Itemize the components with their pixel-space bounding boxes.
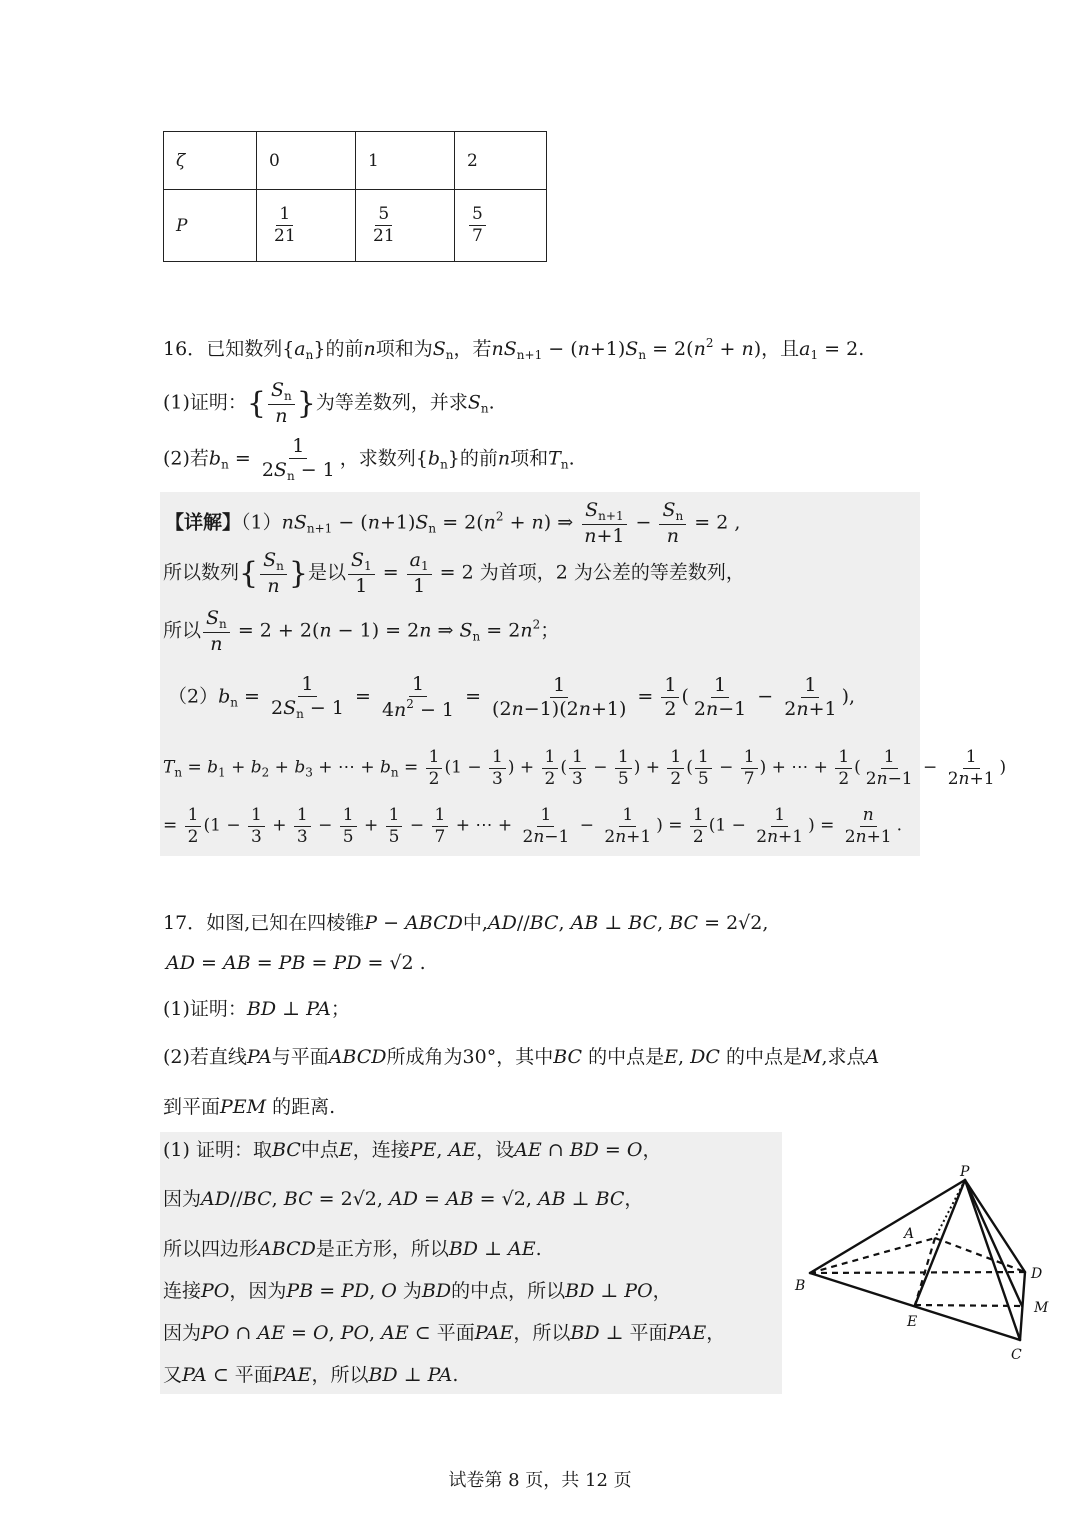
q16-stem: 16．已知数列$\{a_n\}$的前n项和为$S_n$，若$nS_{n+1} - (n+1)S_n = 2(n^2 + n)$，且$a_1 = 2$.	[163, 336, 865, 362]
q17-line2: AD = AB = PB = PD = √2 .	[166, 952, 426, 974]
q17-line1: 17．如图,已知在四棱锥P − ABCD中,AD//BC, AB ⊥ BC, BC = 2√2,	[163, 912, 769, 934]
edge-pm	[965, 1180, 1022, 1306]
sol16-line6: = $\frac{1}{2}$ (1 − $\frac{1}{3}$ + $\frac{1}{3}$ − $\frac{1}{5}$ + $\frac{1}{5}$ − $\frac{1}{7}$ + ⋯ + $\frac{1}{2n-1}$ − $\frac{1}{2n+1}$ ) = $\frac{1}{2}$ (1 − $\frac{1}{2n+1}$ ) = $\frac{n}{2n+1}$ .	[163, 805, 903, 847]
page-footer: 试卷第 8 页，共 12 页	[448, 1470, 632, 1491]
edge-pd	[965, 1180, 1025, 1272]
q16-part2: (2)若$b_n$ = $\frac{1}{2S_n - 1}$ ，求数列$\{b_n\}$的前n项和$T_n$.	[163, 435, 575, 483]
table-row	[164, 190, 547, 262]
edge-ba	[810, 1238, 935, 1273]
q16-part1: (1)证明：{ $\frac{S_n}{n}$ }为等差数列，并求$S_n$.	[163, 379, 495, 428]
table-cell: 2	[455, 132, 547, 190]
figure-label-e: E	[907, 1314, 918, 1330]
sol16-line1: 【详解】$(1)nS_{n+1} - (n+1)S_n = 2(n^2 + n)$ ⇒ $\frac{S_{n+1}}{n+1}$ − $\frac{S_n}{n}$ = 2 ,	[165, 499, 741, 548]
sol16-line4: $(2)b_n$ = $\frac{1}{2S_n - 1}$ = $\frac{1}{4n^2 - 1}$ = $\frac{1}{(2n-1)(2n+1)}$ = $\frac{1}{2}$ ( $\frac{1}{2n-1}$ − $\frac{1}{2n+1}$ ),	[168, 673, 856, 722]
table-row	[164, 132, 547, 190]
edge-bd	[810, 1272, 1025, 1273]
pyramid-figure	[790, 1160, 1060, 1370]
q17-part2: (2)若直线PA与平面ABCD所成角为30°，其中BC 的中点是E, DC 的中点是M,求点A	[163, 1046, 880, 1068]
figure-label-b: B	[795, 1278, 806, 1294]
figure-label-m: M	[1034, 1300, 1049, 1316]
table-cell: ζ	[164, 132, 257, 190]
figure-label-p: P	[960, 1164, 970, 1180]
table-cell: $\frac{1}{21}$	[257, 190, 356, 262]
edge-pc	[965, 1180, 1020, 1340]
sol17-line2: 因为AD//BC, BC = 2√2, AD = AB = √2, AB ⊥ BC，	[163, 1188, 644, 1210]
edge-pe	[915, 1180, 965, 1305]
sol17-line4: 连接PO，因为PB = PD, O 为BD的中点，所以BD ⊥ PO，	[163, 1280, 672, 1302]
edge-ad	[935, 1238, 1025, 1272]
table-cell: 1	[356, 132, 455, 190]
sol17-line1: (1) 证明：取BC中点E，连接PE, AE，设AE ∩ BD = O，	[163, 1139, 662, 1161]
sol16-line2: 所以数列{ $\frac{S_n}{n}$ }是以 $\frac{S_1}{1}$ = $\frac{a_1}{1}$ = 2 为首项，2 为公差的等差数列，	[163, 549, 745, 598]
figure-label-a: A	[904, 1226, 915, 1242]
sol16-line5: $T_n = b_1 + b_2 + b_3$ + ⋯ + $b_n$ = $\frac{1}{2}$ (1 − $\frac{1}{3}$ ) + $\frac{1}{2}$ ( $\frac{1}{3}$ − $\frac{1}{5}$ ) + $\frac{1}{2}$ ( $\frac{1}{5}$ − $\frac{1}{7}$ ) + ⋯ + $\frac{1}{2}$ ( $\frac{1}{2n-1}$ − $\frac{1}{2n+1}$ )	[163, 747, 1007, 789]
figure-label-d: D	[1031, 1266, 1043, 1282]
table-cell: $\frac{5}{21}$	[356, 190, 455, 262]
sol17-line3: 所以四边形ABCD是正方形，所以BD ⊥ AE.	[163, 1238, 542, 1260]
sol17-line6: 又PA ⊂ 平面PAE，所以BD ⊥ PA.	[163, 1364, 459, 1386]
figure-label-c: C	[1011, 1347, 1022, 1363]
q17-part2-cont: 到平面PEM 的距离.	[163, 1096, 336, 1118]
edge-em	[915, 1305, 1022, 1306]
sol16-line3: 所以 $\frac{S_n}{n}$ = 2 + 2(n − 1) = 2n ⇒ $S_n = 2n^2$；	[163, 607, 560, 656]
table-cell: P	[164, 190, 257, 262]
q17-part1: (1)证明：BD ⊥ PA；	[163, 998, 350, 1020]
solution-17-box	[160, 1132, 782, 1394]
distribution-table	[163, 131, 547, 262]
sol17-line5: 因为PO ∩ AE = O, PO, AE ⊂ 平面PAE，所以BD ⊥ 平面PAE，	[163, 1322, 726, 1344]
table-cell: 0	[257, 132, 356, 190]
table-cell: $\frac{5}{7}$	[455, 190, 547, 262]
